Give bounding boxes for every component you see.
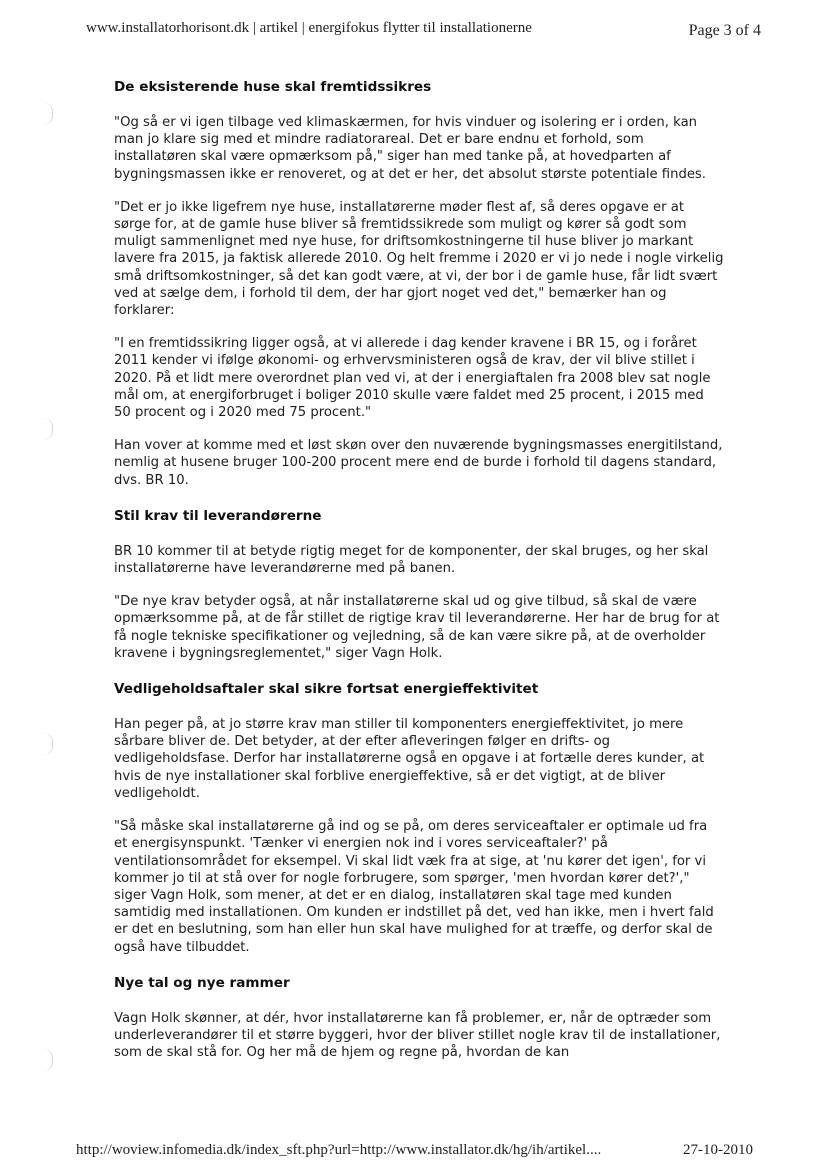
paragraph: "Og så er vi igen tilbage ved klimaskærmen, for hvis vinduer og isolering er i orden, kan man jo klare sig med et mindre radiatorareal. Det er bare endnu et forhold, som installatøren skal være opmærksom på," siger han med tanke på, at hovedparten af bygningsmassen ikke er renoveret, og at det er her, det absolut største potentiale findes. xyxy=(114,115,706,182)
paragraph: BR 10 kommer til at betyde rigtig meget for de komponenter, der skal bruges, og her skal installatørerne have leverandørerne med på banen. xyxy=(114,543,709,577)
section-heading: Nye tal og nye rammer xyxy=(114,974,290,991)
footer-url: http://woview.infomedia.dk/index_sft.php?url=http://www.installator.dk/hg/ih/artikel.... xyxy=(76,1142,602,1158)
paragraph: Han peger på, at jo større krav man stiller til komponenters energieffektivitet, jo mere sårbare bliver de. Det betyder, at der efter afleveringen følger en drifts- og vedligeholdsfase. Derfor har installatørerne også en opgave i at fortælle deres kunder, at hvis de nye installationer skal forblive energieffektive, så er det vigtigt, at de bliver vedligeholdt. xyxy=(114,717,705,801)
article-body xyxy=(114,72,724,1077)
paragraph: Han vover at komme med et løst skøn over den nuværende bygningsmasses energitilstand, nemlig at husene bruger 100-200 procent mere end de burde i forhold til dagens standard, dvs. BR 10. xyxy=(114,438,723,488)
footer-date: 27-10-2010 xyxy=(683,1142,753,1158)
paragraph: "Så måske skal installatørerne gå ind og se på, om deres serviceaftaler er optimale ud fra et energisynspunkt. 'Tænker vi energien nok ind i vores serviceaftaler?' på ventilationsområdet for eksempel. Vi skal lidt væk fra at sige, at 'nu kører det igen', for vi kommer jo til at stå over for nogle forbrugere, som spørger, 'men hvordan kører det?'," siger Vagn Holk, som mener, at det er en dialog, installatøren skal tage med kunden samtidig med installationen. Om kunden er indstillet på det, ved han ikke, men i hvert fald er det en beslutning, som han eller hun skal have mulighed for at træffe, og derfor skal de også have tilbuddet. xyxy=(114,819,714,955)
page-header-source: www.installatorhorisont.dk | artikel | energifokus flytter til installationerne xyxy=(86,20,532,36)
section-heading: Stil krav til leverandørerne xyxy=(114,507,322,524)
margin-mark xyxy=(44,418,53,440)
paragraph: Vagn Holk skønner, at dér, hvor installatørerne kan få problemer, er, når de optræder som underleverandører til et større byggeri, hvor der bliver stillet nogle krav til de installationer, som de skal stå for. Og her må de hjem og regne på, hvordan de kan xyxy=(114,1010,721,1061)
section-heading: De eksisterende huse skal fremtidssikres xyxy=(114,79,432,95)
paragraph: "I en fremtidssikring ligger også, at vi allerede i dag kender kravene i BR 15, og i foråret 2011 kender vi ifølge økonomi- og erhvervsministeren også de krav, der vil blive stillet i 2020. På et lidt mere overordnet plan ved vi, at der i energiaftalen fra 2008 blev sat nogle mål om, at energiforbruget i boliger 2010 skulle være faldet med 25 procent, i 2015 med 50 procent og i 2020 med 75 procent." xyxy=(114,336,711,421)
margin-mark xyxy=(44,733,53,755)
page-number: Page 3 of 4 xyxy=(688,22,761,39)
margin-mark xyxy=(44,103,53,125)
margin-mark xyxy=(44,1049,53,1071)
section-heading: Vedligeholdsaftaler skal sikre fortsat energieffektivitet xyxy=(114,681,539,698)
paragraph: "Det er jo ikke ligefrem nye huse, installatørerne møder flest af, så deres opgave er at sørge for, at de gamle huse bliver så fremtidssikrede som muligt og kører så godt som muligt sammenlignet med nye huse, for driftsomkostningerne til huse bliver jo markant lavere fra 2015, ja faktisk allerede 2010. Og helt fremme i 2020 er vi jo nede i nogle virkelig små driftsomkostninger, så det kan godt være, at vi, der bor i de gamle huse, får lidt svært ved at sælge dem, i forhold til dem, der har gjort noget ved det," bemærker han og forklarer: xyxy=(114,199,724,319)
paragraph: "De nye krav betyder også, at når installatørerne skal ud og give tilbud, så skal de være opmærksomme på, at de får stillet de rigtige krav til leverandørerne. Her har de brug for at få nogle tekniske specifikationer og vejledning, så de kan være sikre på, at de overholder kravene i bygningsreglementet," siger Vagn Holk. xyxy=(114,594,720,661)
